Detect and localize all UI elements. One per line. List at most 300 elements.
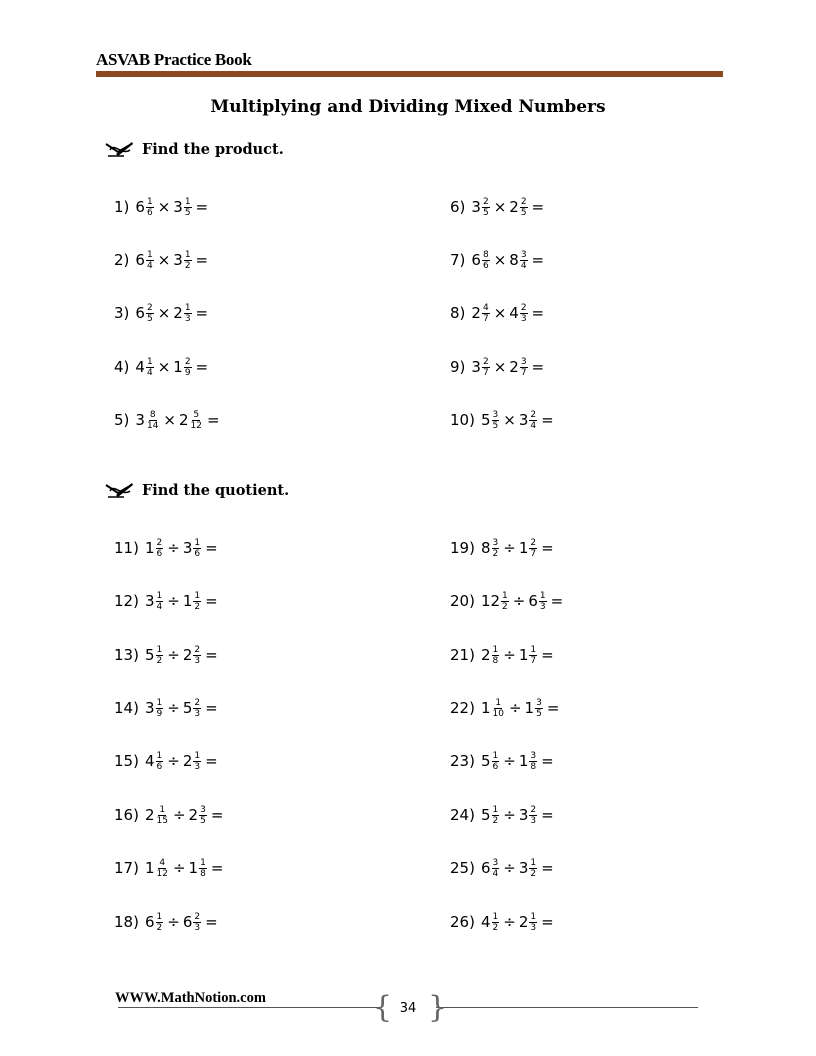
problem-number: 22) [450,699,475,717]
numerator: 4 [482,302,489,313]
denominator: 9 [184,367,191,378]
problem-item [114,746,221,776]
fraction [156,645,164,666]
numerator: 3 [536,697,542,708]
denominator: 3 [184,313,191,324]
problem-number: 6) [450,198,466,216]
footer-rule-left [118,1007,380,1008]
whole-number: 1 [480,699,491,717]
whole-number: 2 [182,646,193,664]
fraction [156,805,169,826]
fraction [184,197,192,218]
section-heading-product [104,138,284,160]
denominator: 4 [146,367,153,378]
denominator: 6 [482,260,489,271]
operator: ÷ [167,913,180,931]
fraction [492,645,500,666]
denominator: 5 [536,708,542,719]
fraction [529,805,537,826]
denominator: 7 [520,367,527,378]
equals-sign: = [531,251,545,269]
book-title: ASVAB Practice Book [96,50,252,69]
problem-item [114,907,221,937]
numerator: 2 [194,697,201,708]
problem-item [450,533,557,563]
operator: × [493,304,507,322]
whole-number: 3 [518,859,529,877]
denominator: 15 [156,815,168,826]
fraction [184,303,192,324]
numerator: 2 [156,537,163,548]
operator: ÷ [172,859,186,877]
problem-item [114,853,226,883]
problem-number: 2) [114,251,130,269]
fraction [482,197,490,218]
operator: × [157,358,171,376]
fraction [535,698,543,719]
problem-number: 10) [450,411,475,429]
problem-number: 17) [114,859,139,877]
denominator: 7 [482,367,489,378]
whole-number: 1 [524,699,535,717]
numerator: 8 [482,249,489,260]
problem-item [450,192,547,222]
numerator: 1 [194,750,201,761]
denominator: 3 [520,313,527,324]
numerator: 1 [184,196,191,207]
numerator: 1 [194,537,201,548]
equals-sign: = [205,539,218,557]
fraction [520,197,528,218]
fraction [520,250,528,271]
problem-item [114,192,211,222]
fraction [482,303,490,324]
problem-number: 15) [114,752,139,770]
equals-sign: = [210,806,224,824]
problem-item [114,298,211,328]
fraction [156,912,164,933]
problem-number: 8) [450,304,466,322]
equals-sign: = [541,411,554,429]
equals-sign: = [210,859,224,877]
whole-number: 5 [480,411,491,429]
operator: × [503,411,516,429]
numerator: 8 [149,409,156,420]
whole-number: 6 [528,592,538,610]
equals-sign: = [546,699,560,717]
equals-sign: = [541,913,554,931]
operator: ÷ [167,592,180,610]
numerator: 1 [146,356,153,367]
operator: ÷ [167,539,180,557]
whole-number: 3 [518,411,529,429]
whole-number: 3 [471,198,481,216]
fraction [156,538,164,559]
denominator: 5 [200,815,206,826]
problem-item [450,352,547,382]
numerator: 1 [156,644,163,655]
fraction [193,751,201,772]
numerator: 2 [530,804,537,815]
fraction [184,250,192,271]
problem-item [114,800,226,830]
equals-sign: = [206,411,220,429]
equals-sign: = [205,646,218,664]
numerator: 1 [156,750,163,761]
denominator: 5 [482,207,489,218]
whole-number: 4 [144,752,155,770]
problem-number: 13) [114,646,139,664]
problem-number: 4) [114,358,130,376]
operator: × [157,198,171,216]
page-title: Multiplying and Dividing Mixed Numbers [210,97,606,117]
numerator: 3 [492,857,499,868]
fraction [482,357,490,378]
fraction [146,410,159,431]
problem-number: 1) [114,198,130,216]
problem-number: 3) [114,304,130,322]
problem-number: 18) [114,913,139,931]
whole-number: 5 [182,699,193,717]
operator: ÷ [503,539,516,557]
operator: ÷ [503,646,516,664]
denominator: 4 [530,420,537,431]
numerator: 3 [200,804,206,815]
operator: × [493,198,507,216]
problem-item [450,693,562,723]
numerator: 1 [530,644,537,655]
whole-number: 6 [135,251,145,269]
denominator: 8 [200,868,206,879]
denominator: 5 [492,420,499,431]
fraction [529,912,537,933]
whole-number: 8 [509,251,519,269]
operator: ÷ [503,913,516,931]
numerator: 1 [156,590,163,601]
denominator: 7 [530,655,537,666]
numerator: 1 [495,697,502,708]
numerator: 3 [492,537,499,548]
whole-number: 1 [518,539,529,557]
numerator: 1 [156,697,163,708]
numerator: 1 [159,804,166,815]
operator: × [157,304,171,322]
fraction [539,591,547,612]
whole-number: 8 [480,539,491,557]
whole-number: 2 [518,913,529,931]
whole-number: 3 [173,251,183,269]
whole-number: 1 [173,358,183,376]
pencil-scribble-icon [104,138,134,160]
whole-number: 3 [144,699,155,717]
problem-item [114,352,211,382]
whole-number: 2 [188,806,199,824]
operator: ÷ [167,752,180,770]
numerator: 2 [146,302,153,313]
fraction [529,410,537,431]
operator: × [163,411,176,429]
equals-sign: = [195,198,209,216]
whole-number: 1 [144,539,155,557]
whole-number: 6 [471,251,481,269]
fraction [193,645,201,666]
whole-number: 1 [182,592,193,610]
denominator: 3 [530,815,537,826]
page-number: 34 [399,1000,417,1016]
fraction [199,805,207,826]
problem-item [450,800,557,830]
numerator: 1 [492,644,499,655]
denominator: 2 [156,655,163,666]
denominator: 3 [539,601,546,612]
problem-item [450,405,557,435]
fraction [146,303,154,324]
denominator: 6 [492,761,499,772]
denominator: 2 [184,260,191,271]
fraction [193,912,201,933]
whole-number: 1 [518,646,529,664]
fraction [482,250,490,271]
whole-number: 12 [480,592,501,610]
denominator: 9 [156,708,163,719]
denominator: 3 [530,922,537,933]
equals-sign: = [541,752,554,770]
fraction [193,591,201,612]
numerator: 2 [194,644,201,655]
operator: × [157,251,171,269]
footer-rule-right [436,1007,698,1008]
denominator: 6 [156,548,163,559]
equals-sign: = [531,358,545,376]
whole-number: 5 [480,752,491,770]
denominator: 12 [156,868,168,879]
whole-number: 6 [135,198,145,216]
problem-item [450,298,547,328]
numerator: 1 [184,302,191,313]
denominator: 6 [194,548,201,559]
problem-number: 20) [450,592,475,610]
fraction [156,698,164,719]
whole-number: 3 [471,358,481,376]
equals-sign: = [205,913,218,931]
section-heading-text: Find the product. [142,140,284,158]
numerator: 3 [520,249,527,260]
pencil-scribble-icon [104,479,134,501]
numerator: 1 [194,590,201,601]
denominator: 4 [146,260,153,271]
whole-number: 4 [135,358,145,376]
problem-number: 7) [450,251,466,269]
denominator: 4 [492,868,499,879]
denominator: 2 [492,922,499,933]
numerator: 2 [194,911,201,922]
fraction [199,858,207,879]
denominator: 2 [492,548,499,559]
problem-item [450,907,557,937]
equals-sign: = [541,859,554,877]
problem-item [114,245,211,275]
numerator: 1 [530,857,537,868]
whole-number: 3 [518,806,529,824]
whole-number: 2 [509,358,519,376]
fraction [529,858,537,879]
problem-number: 16) [114,806,139,824]
numerator: 1 [492,911,499,922]
fraction [492,751,500,772]
denominator: 3 [194,655,201,666]
operator: ÷ [512,592,526,610]
numerator: 1 [530,911,537,922]
equals-sign: = [541,539,554,557]
fraction [529,538,537,559]
problem-item [450,640,557,670]
operator: × [493,251,507,269]
denominator: 4 [156,601,163,612]
equals-sign: = [531,304,545,322]
whole-number: 4 [509,304,519,322]
fraction [146,197,154,218]
whole-number: 3 [173,198,183,216]
denominator: 2 [156,922,163,933]
numerator: 3 [530,750,537,761]
problem-number: 12) [114,592,139,610]
problem-number: 21) [450,646,475,664]
denominator: 2 [502,601,508,612]
equals-sign: = [541,806,554,824]
numerator: 1 [539,590,546,601]
whole-number: 3 [182,539,193,557]
whole-number: 3 [135,411,145,429]
problem-number: 25) [450,859,475,877]
denominator: 5 [520,207,527,218]
equals-sign: = [195,358,209,376]
fraction [184,357,192,378]
equals-sign: = [541,646,554,664]
problem-number: 9) [450,358,466,376]
whole-number: 6 [144,913,155,931]
problem-number: 14) [114,699,139,717]
equals-sign: = [195,304,209,322]
fraction [492,698,505,719]
left-bracket: { [373,990,393,1025]
whole-number: 2 [144,806,155,824]
denominator: 5 [184,207,191,218]
fraction [492,912,500,933]
problem-item [450,746,557,776]
problem-item [114,533,221,563]
whole-number: 2 [509,198,519,216]
fraction [492,410,500,431]
whole-number: 2 [182,752,193,770]
problem-item [450,245,547,275]
denominator: 6 [146,207,153,218]
right-bracket: } [428,990,448,1025]
denominator: 3 [194,761,201,772]
denominator: 14 [146,420,159,431]
whole-number: 6 [480,859,491,877]
numerator: 2 [184,356,191,367]
equals-sign: = [550,592,564,610]
equals-sign: = [195,251,209,269]
denominator: 2 [194,601,201,612]
fraction [193,538,201,559]
problem-number: 23) [450,752,475,770]
operator: ÷ [503,752,516,770]
numerator: 1 [146,196,153,207]
whole-number: 3 [144,592,155,610]
numerator: 1 [184,249,191,260]
fraction [529,645,537,666]
denominator: 7 [530,548,537,559]
denominator: 7 [482,313,489,324]
problem-item [450,853,557,883]
numerator: 1 [146,249,153,260]
numerator: 1 [502,590,508,601]
whole-number: 6 [135,304,145,322]
operator: ÷ [167,646,180,664]
whole-number: 2 [471,304,481,322]
header-rule [96,71,723,77]
equals-sign: = [205,752,218,770]
fraction [190,410,203,431]
denominator: 8 [492,655,499,666]
whole-number: 5 [144,646,155,664]
numerator: 2 [482,356,489,367]
denominator: 2 [530,868,537,879]
fraction [520,303,528,324]
whole-number: 2 [173,304,183,322]
whole-number: 1 [144,859,155,877]
equals-sign: = [531,198,545,216]
denominator: 5 [146,313,153,324]
denominator: 4 [520,260,527,271]
numerator: 5 [193,409,200,420]
fraction [492,805,500,826]
numerator: 1 [156,911,163,922]
numerator: 2 [520,302,527,313]
problem-item [450,586,566,616]
whole-number: 2 [178,411,189,429]
fraction [492,538,500,559]
numerator: 3 [492,409,499,420]
whole-number: 5 [480,806,491,824]
problem-number: 26) [450,913,475,931]
denominator: 3 [194,922,201,933]
fraction [146,357,154,378]
problem-item [114,586,221,616]
fraction [193,698,201,719]
numerator: 1 [200,857,206,868]
denominator: 3 [194,708,201,719]
problem-item [114,640,221,670]
numerator: 2 [482,196,489,207]
problem-number: 11) [114,539,139,557]
problem-item [114,405,223,435]
fraction [156,858,169,879]
operator: ÷ [508,699,522,717]
whole-number: 6 [182,913,193,931]
numerator: 3 [520,356,527,367]
footer-url[interactable]: WWW.MathNotion.com [115,990,266,1006]
numerator: 2 [520,196,527,207]
numerator: 2 [530,537,537,548]
fraction [529,751,537,772]
operator: ÷ [503,859,516,877]
whole-number: 1 [518,752,529,770]
operator: ÷ [503,806,516,824]
section-heading-quotient [104,479,289,501]
fraction [146,250,154,271]
